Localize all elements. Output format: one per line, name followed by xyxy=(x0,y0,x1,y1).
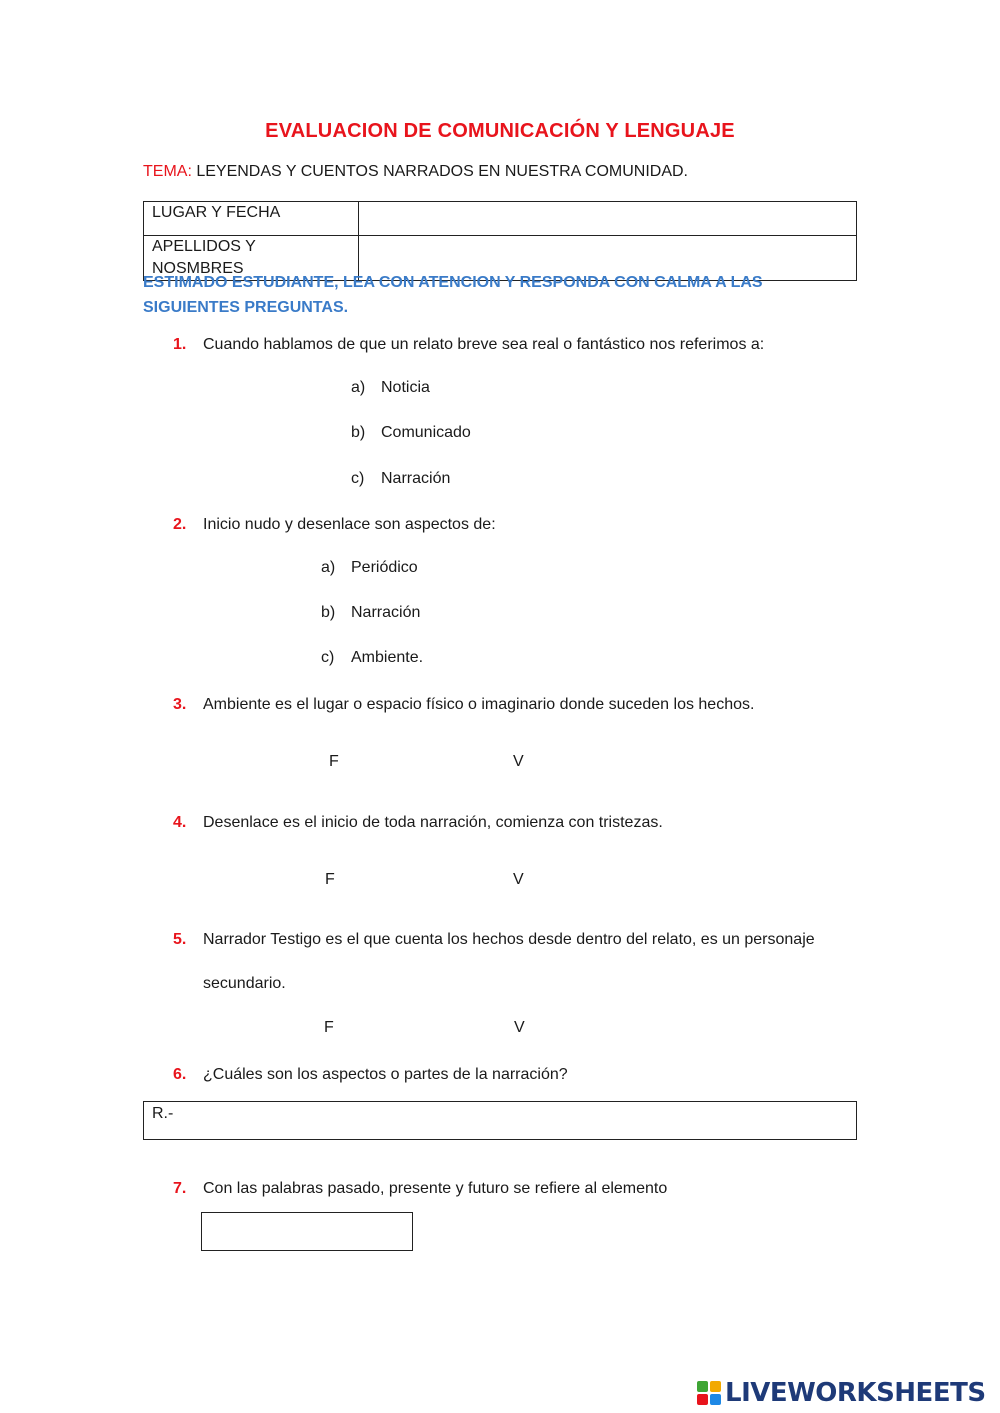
question-number: 5. xyxy=(173,931,187,948)
option-text: Comunicado xyxy=(381,424,471,441)
option-text: Periódico xyxy=(351,559,418,576)
question-text: Narrador Testigo es el que cuenta los hechos desde dentro del relato, es un personaje xyxy=(203,931,815,948)
student-info-table xyxy=(143,201,857,281)
option-letter: a) xyxy=(321,559,336,576)
logo-mark-icon xyxy=(697,1381,721,1405)
q4-true-option[interactable]: V xyxy=(513,871,524,888)
question-text: Cuando hablamos de que un relato breve sea real o fantástico nos referimos a: xyxy=(203,336,765,353)
question-number: 3. xyxy=(173,696,187,713)
option-letter: b) xyxy=(351,424,366,441)
answer-prefix: R.- xyxy=(152,1105,174,1122)
question-text: Desenlace es el inicio de toda narración, comienza con tristezas. xyxy=(203,814,663,831)
q6-answer-box[interactable] xyxy=(143,1101,857,1140)
place-date-field[interactable] xyxy=(359,202,857,236)
logo-square xyxy=(710,1381,721,1392)
question-text: ¿Cuáles son los aspectos o partes de la narración? xyxy=(203,1066,568,1083)
option-text: Ambiente. xyxy=(351,649,424,666)
q1-option-b[interactable] xyxy=(351,424,471,442)
question-text: Inicio nudo y desenlace son aspectos de: xyxy=(203,516,496,533)
q7-answer-box[interactable] xyxy=(201,1212,413,1251)
logo-square xyxy=(710,1394,721,1405)
q2-option-c[interactable] xyxy=(321,649,423,667)
page-title: EVALUACION DE COMUNICACIÓN Y LENGUAJE xyxy=(265,120,735,142)
logo-square xyxy=(697,1394,708,1405)
q1-option-a[interactable] xyxy=(351,379,430,397)
topic-line xyxy=(143,163,688,181)
logo-text: LIVEWORKSHEETS xyxy=(725,1378,986,1408)
q2-option-b[interactable] xyxy=(321,604,420,622)
option-letter: c) xyxy=(321,649,335,666)
question-number: 7. xyxy=(173,1180,187,1197)
question-5-continuation: secundario. xyxy=(203,975,286,992)
names-label: APELLIDOS Y NOSMBRES xyxy=(144,236,359,281)
place-date-label: LUGAR Y FECHA xyxy=(144,202,359,236)
question-number: 4. xyxy=(173,814,187,831)
q2-option-a[interactable] xyxy=(321,559,418,577)
question-number: 1. xyxy=(173,336,187,353)
topic-label: TEMA: xyxy=(143,163,192,180)
question-number: 6. xyxy=(173,1066,187,1083)
logo-square xyxy=(697,1381,708,1392)
q5-true-option[interactable]: V xyxy=(514,1019,525,1036)
option-letter: b) xyxy=(321,604,336,621)
option-letter: a) xyxy=(351,379,366,396)
q5-false-option[interactable]: F xyxy=(324,1019,334,1036)
liveworksheets-logo xyxy=(697,1377,986,1409)
topic-text: LEYENDAS Y CUENTOS NARRADOS EN NUESTRA COMUNIDAD. xyxy=(191,163,688,180)
q1-option-c[interactable] xyxy=(351,470,450,488)
question-text: Con las palabras pasado, presente y futuro se refiere al elemento xyxy=(203,1180,668,1197)
question-text: Ambiente es el lugar o espacio físico o imaginario donde suceden los hechos. xyxy=(203,696,755,713)
q3-false-option[interactable]: F xyxy=(329,753,339,770)
q3-true-option[interactable]: V xyxy=(513,753,524,770)
instructions: ESTIMADO ESTUDIANTE, LEA CON ATENCION Y RESPONDA CON CALMA A LAS SIGUIENTES PREGUNTAS. xyxy=(143,274,763,316)
option-text: Narración xyxy=(381,470,451,487)
option-letter: c) xyxy=(351,470,365,487)
q4-false-option[interactable]: F xyxy=(325,871,335,888)
table-row xyxy=(144,202,857,236)
option-text: Noticia xyxy=(381,379,430,396)
option-text: Narración xyxy=(351,604,421,621)
question-number: 2. xyxy=(173,516,187,533)
